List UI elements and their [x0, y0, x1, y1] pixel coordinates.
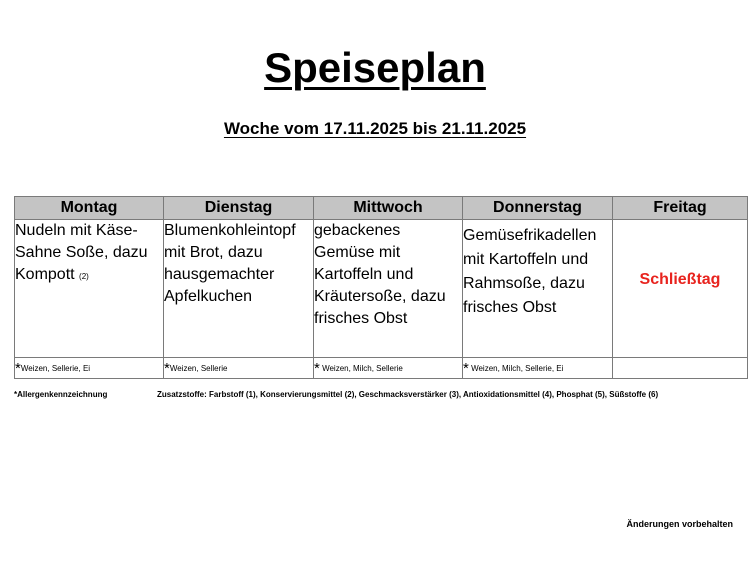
menu-table — [14, 196, 748, 379]
allergen-montag-text: Weizen, Sellerie, Ei — [20, 363, 91, 373]
dish-dienstag: Blumenkohleintopf mit Brot, dazu hausgemachter Apfelkuchen — [164, 220, 314, 358]
dish-donnerstag: Gemüsefrikadellen mit Kartoffeln und Rahmsoße, dazu frisches Obst — [463, 220, 613, 358]
dish-montag — [15, 220, 164, 358]
allergen-freitag — [613, 358, 748, 379]
allergen-donnerstag — [463, 358, 613, 379]
day-header-freitag: Freitag — [613, 197, 748, 220]
allergen-star: * — [164, 359, 170, 377]
allergen-mittwoch — [314, 358, 463, 379]
allergen-montag — [15, 358, 164, 379]
day-header-row — [15, 197, 748, 220]
dish-freitag-closed: Schließtag — [613, 220, 748, 358]
allergen-donnerstag-text: Weizen, Milch, Sellerie, Ei — [471, 363, 564, 373]
additives-footnote: Zusatzstoffe: Farbstoff (1), Konservierungsmittel (2), Geschmacksverstärker (3), Antioxidationsmittel (4), Phosphat (5), Süßstoffe (6) — [157, 390, 659, 399]
allergen-mittwoch-text: Weizen, Milch, Sellerie — [322, 363, 403, 373]
day-header-dienstag: Dienstag — [164, 197, 314, 220]
allergen-star: * — [314, 359, 320, 377]
allergen-star: * — [463, 359, 469, 377]
allergen-star: * — [15, 359, 21, 377]
dish-row — [15, 220, 748, 358]
allergen-footnote: *Allergenkennzeichnung — [14, 390, 108, 399]
allergen-dienstag — [164, 358, 314, 379]
day-header-mittwoch: Mittwoch — [314, 197, 463, 220]
dish-montag-additive: (2) — [79, 272, 89, 281]
dish-mittwoch: gebackenes Gemüse mit Kartoffeln und Kräutersoße, dazu frisches Obst — [314, 220, 463, 358]
changes-reserved-note: Änderungen vorbehalten — [626, 519, 733, 529]
day-header-donnerstag: Donnerstag — [463, 197, 613, 220]
dish-montag-text: Nudeln mit Käse-Sahne Soße, dazu Kompott — [15, 222, 148, 283]
allergen-row — [15, 358, 748, 379]
week-subtitle: Woche vom 17.11.2025 bis 21.11.2025 — [223, 119, 527, 138]
allergen-dienstag-text: Weizen, Sellerie — [169, 363, 228, 373]
page-title: Speiseplan — [264, 44, 486, 91]
day-header-montag: Montag — [15, 197, 164, 220]
